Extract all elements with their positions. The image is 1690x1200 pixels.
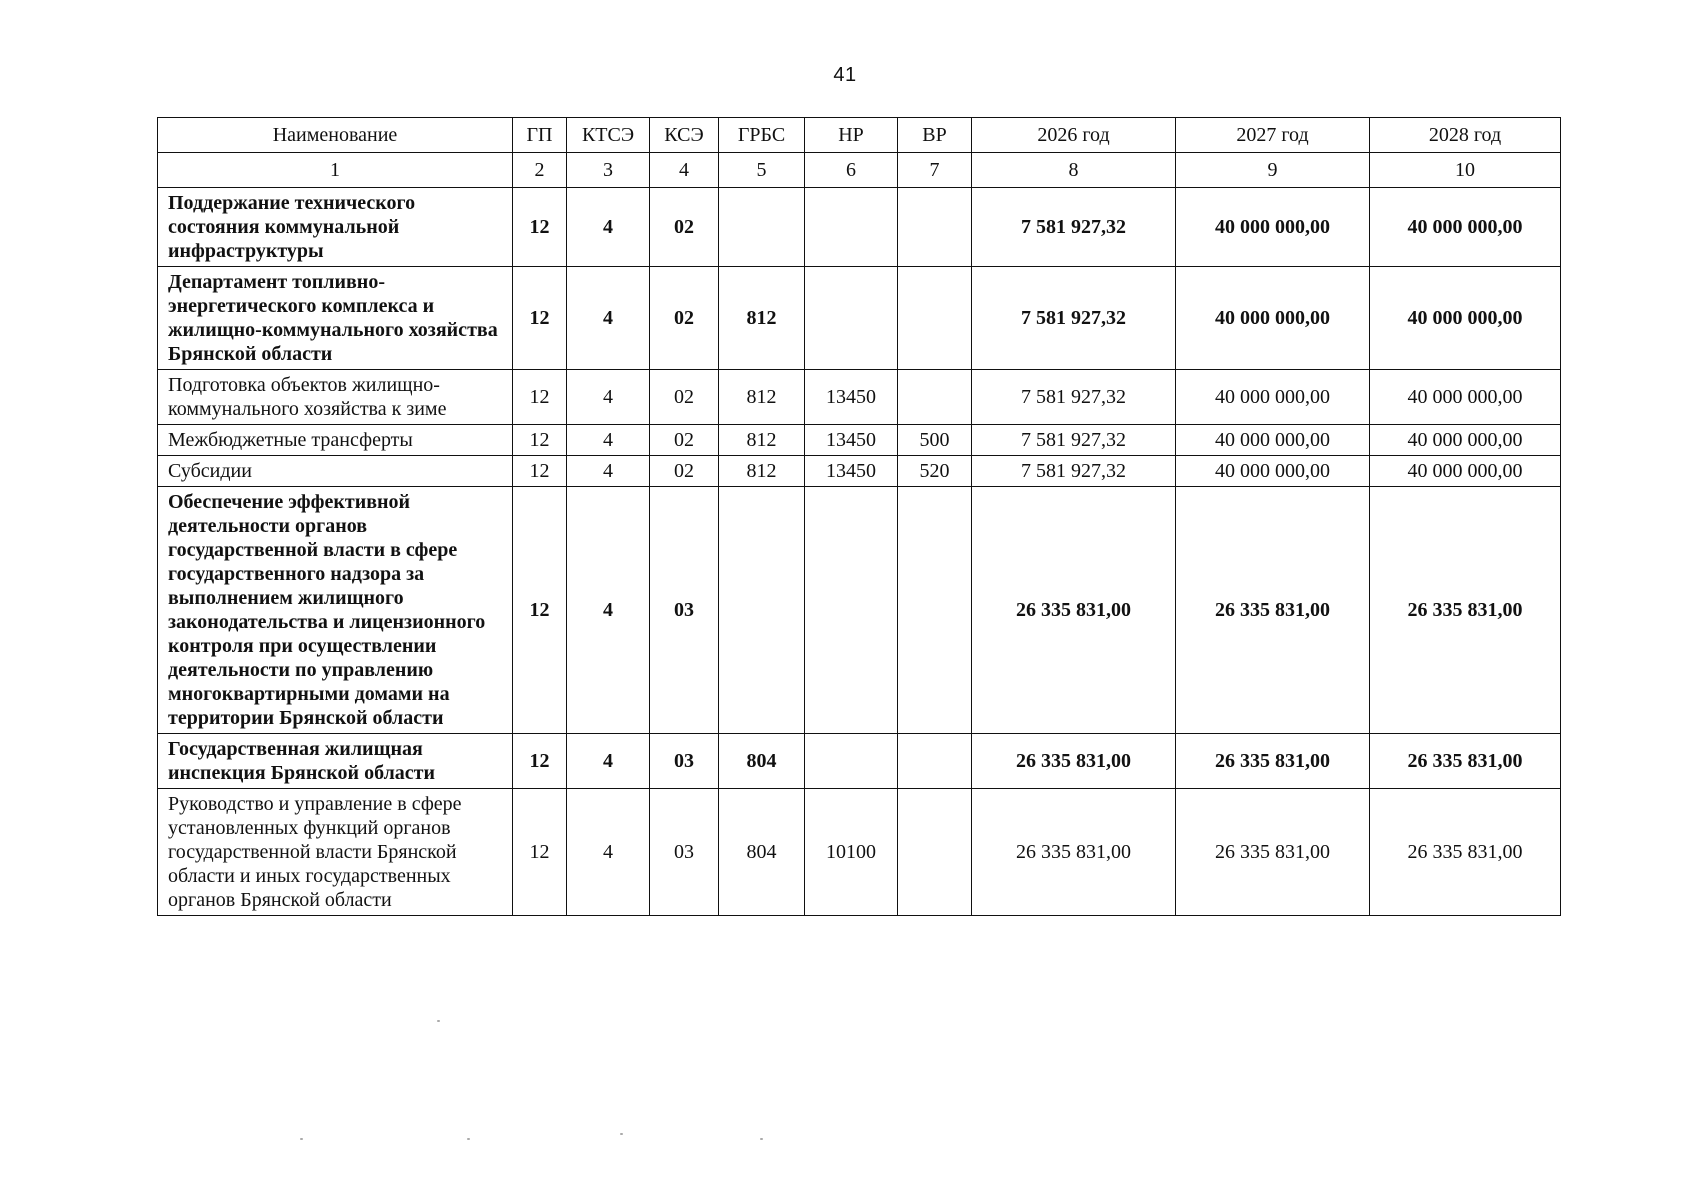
- row-nr-cell: 13450: [805, 425, 898, 456]
- row-name-cell: Департамент топливно-энергетического комплекса и жилищно-коммунального хозяйства Брянской области: [158, 267, 513, 370]
- row-2027-cell: 40 000 000,00: [1176, 456, 1370, 487]
- row-kse-cell: 03: [650, 789, 719, 916]
- row-nr-cell: 13450: [805, 456, 898, 487]
- row-2026-cell: 7 581 927,32: [972, 456, 1176, 487]
- row-ktse-cell: 4: [567, 789, 650, 916]
- row-2027-cell: 40 000 000,00: [1176, 425, 1370, 456]
- row-ktse-cell: 4: [567, 456, 650, 487]
- row-name-cell: Межбюджетные трансферты: [158, 425, 513, 456]
- row-name-cell: Государственная жилищная инспекция Брянской области: [158, 734, 513, 789]
- row-name-cell: Обеспечение эффективной деятельности органов государственной власти в сфере государственного надзора за выполнением жилищного законодательства и лицензионного контроля при осуществлении деятельности по управлению многоквартирными домами на территории Брянской области: [158, 487, 513, 734]
- row-vr-cell: 520: [898, 456, 972, 487]
- table-row: [158, 425, 1561, 456]
- row-grbs-cell: [719, 188, 805, 267]
- row-gp-cell: 12: [513, 370, 567, 425]
- row-ktse-cell: 4: [567, 487, 650, 734]
- table-row: [158, 487, 1561, 734]
- row-name-cell: Субсидии: [158, 456, 513, 487]
- row-gp-cell: 12: [513, 487, 567, 734]
- row-2027-cell: 40 000 000,00: [1176, 370, 1370, 425]
- row-2026-cell: 7 581 927,32: [972, 425, 1176, 456]
- row-gp-cell: 12: [513, 456, 567, 487]
- scan-speck: [467, 1138, 470, 1140]
- column-number-cell: 9: [1176, 153, 1370, 188]
- header-cell-grbs: ГРБС: [719, 118, 805, 153]
- table-row: [158, 188, 1561, 267]
- row-nr-cell: [805, 734, 898, 789]
- row-2027-cell: 40 000 000,00: [1176, 267, 1370, 370]
- column-number-cell: 3: [567, 153, 650, 188]
- row-nr-cell: 10100: [805, 789, 898, 916]
- row-ktse-cell: 4: [567, 188, 650, 267]
- row-ktse-cell: 4: [567, 425, 650, 456]
- row-kse-cell: 02: [650, 370, 719, 425]
- header-cell-2026: 2026 год: [972, 118, 1176, 153]
- column-number-cell: 5: [719, 153, 805, 188]
- row-name-cell: Руководство и управление в сфере установленных функций органов государственной власти Брянской области и иных государственных органов Брянской области: [158, 789, 513, 916]
- row-vr-cell: 500: [898, 425, 972, 456]
- page-number: 41: [833, 64, 857, 86]
- header-cell-kse: КСЭ: [650, 118, 719, 153]
- row-nr-cell: [805, 267, 898, 370]
- row-2028-cell: 26 335 831,00: [1370, 789, 1561, 916]
- row-name-cell: Поддержание технического состояния коммунальной инфраструктуры: [158, 188, 513, 267]
- row-grbs-cell: 812: [719, 370, 805, 425]
- header-cell-2028: 2028 год: [1370, 118, 1561, 153]
- row-2028-cell: 40 000 000,00: [1370, 370, 1561, 425]
- row-2028-cell: 40 000 000,00: [1370, 425, 1561, 456]
- row-2026-cell: 7 581 927,32: [972, 370, 1176, 425]
- scan-speck: [760, 1138, 763, 1140]
- row-2027-cell: 40 000 000,00: [1176, 188, 1370, 267]
- row-gp-cell: 12: [513, 734, 567, 789]
- row-grbs-cell: [719, 487, 805, 734]
- row-nr-cell: [805, 188, 898, 267]
- row-grbs-cell: 812: [719, 456, 805, 487]
- row-vr-cell: [898, 734, 972, 789]
- row-2026-cell: 7 581 927,32: [972, 188, 1176, 267]
- row-kse-cell: 02: [650, 456, 719, 487]
- header-cell-nr: НР: [805, 118, 898, 153]
- row-grbs-cell: 804: [719, 734, 805, 789]
- row-2027-cell: 26 335 831,00: [1176, 487, 1370, 734]
- row-gp-cell: 12: [513, 789, 567, 916]
- row-grbs-cell: 804: [719, 789, 805, 916]
- row-2026-cell: 26 335 831,00: [972, 734, 1176, 789]
- column-number-row: [158, 153, 1561, 188]
- row-vr-cell: [898, 188, 972, 267]
- column-number-cell: 6: [805, 153, 898, 188]
- column-number-cell: 2: [513, 153, 567, 188]
- column-number-cell: 10: [1370, 153, 1561, 188]
- row-kse-cell: 02: [650, 425, 719, 456]
- row-2026-cell: 26 335 831,00: [972, 789, 1176, 916]
- row-2028-cell: 26 335 831,00: [1370, 734, 1561, 789]
- header-row: [158, 118, 1561, 153]
- header-cell-ktse: КТСЭ: [567, 118, 650, 153]
- row-vr-cell: [898, 487, 972, 734]
- row-ktse-cell: 4: [567, 370, 650, 425]
- column-number-cell: 4: [650, 153, 719, 188]
- row-nr-cell: 13450: [805, 370, 898, 425]
- row-kse-cell: 02: [650, 188, 719, 267]
- header-cell-2027: 2027 год: [1176, 118, 1370, 153]
- row-vr-cell: [898, 267, 972, 370]
- column-number-cell: 7: [898, 153, 972, 188]
- row-grbs-cell: 812: [719, 267, 805, 370]
- row-2027-cell: 26 335 831,00: [1176, 789, 1370, 916]
- row-kse-cell: 02: [650, 267, 719, 370]
- table-row: [158, 734, 1561, 789]
- row-ktse-cell: 4: [567, 734, 650, 789]
- table-row: [158, 267, 1561, 370]
- table-row: [158, 370, 1561, 425]
- row-2028-cell: 40 000 000,00: [1370, 267, 1561, 370]
- header-cell-name: Наименование: [158, 118, 513, 153]
- row-gp-cell: 12: [513, 425, 567, 456]
- scan-speck: [437, 1020, 440, 1022]
- row-2026-cell: 26 335 831,00: [972, 487, 1176, 734]
- table-row: [158, 789, 1561, 916]
- header-cell-vr: ВР: [898, 118, 972, 153]
- row-2028-cell: 40 000 000,00: [1370, 188, 1561, 267]
- row-nr-cell: [805, 487, 898, 734]
- scan-speck: [300, 1138, 303, 1140]
- row-kse-cell: 03: [650, 734, 719, 789]
- row-2026-cell: 7 581 927,32: [972, 267, 1176, 370]
- scan-speck: [620, 1133, 623, 1135]
- row-ktse-cell: 4: [567, 267, 650, 370]
- row-2027-cell: 26 335 831,00: [1176, 734, 1370, 789]
- budget-table: [157, 117, 1561, 916]
- header-cell-gp: ГП: [513, 118, 567, 153]
- column-number-cell: 1: [158, 153, 513, 188]
- row-kse-cell: 03: [650, 487, 719, 734]
- table-body: [158, 188, 1561, 916]
- row-gp-cell: 12: [513, 267, 567, 370]
- row-vr-cell: [898, 789, 972, 916]
- row-grbs-cell: 812: [719, 425, 805, 456]
- row-gp-cell: 12: [513, 188, 567, 267]
- column-number-cell: 8: [972, 153, 1176, 188]
- table-row: [158, 456, 1561, 487]
- row-2028-cell: 26 335 831,00: [1370, 487, 1561, 734]
- row-name-cell: Подготовка объектов жилищно-коммунального хозяйства к зиме: [158, 370, 513, 425]
- row-vr-cell: [898, 370, 972, 425]
- row-2028-cell: 40 000 000,00: [1370, 456, 1561, 487]
